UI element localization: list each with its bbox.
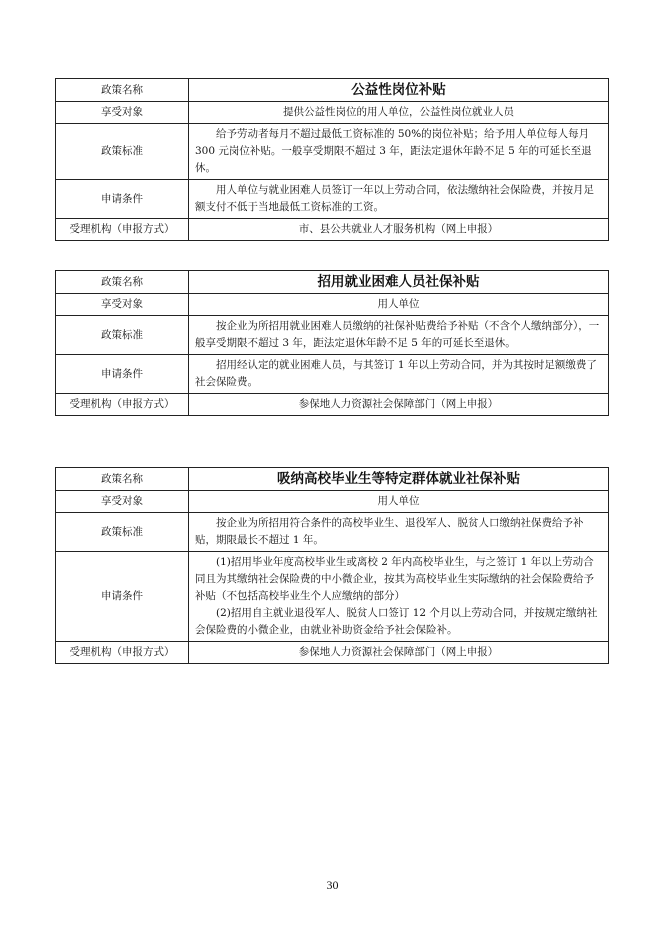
standard-paragraph: 按企业为所招用就业困难人员缴纳的社保补贴费给予补贴（不含个人缴纳部分），一般享受期限不超过 3 年，距法定退休年龄不足 5 年的可延长至退休。	[195, 320, 600, 349]
page-number: 30	[326, 878, 339, 892]
standard-value	[189, 513, 609, 552]
beneficiary-label: 享受对象	[56, 102, 189, 124]
conditions-paragraph: 招用经认定的就业困难人员，与其签订 1 年以上劳动合同，并为其按时足额缴费了社会保险费。	[195, 359, 597, 388]
beneficiary-label: 享受对象	[56, 491, 189, 513]
standard-label: 政策标准	[56, 513, 189, 552]
row-conditions	[56, 180, 609, 219]
policy-name: 招用就业困难人员社保补贴	[189, 271, 609, 294]
standard-value	[189, 124, 609, 180]
conditions-paragraph: (2)招用自主就业退役军人、脱贫人口签订 12 个月以上劳动合同，并按规定缴纳社会保险费的小微企业，由就业补助资金给予社会保险补。	[195, 607, 598, 636]
policy-table-graduates-special-groups-social-insurance-subsidy	[55, 467, 609, 664]
agency-value: 参保地人力资源社会保障部门（网上申报）	[189, 642, 609, 664]
conditions-label: 申请条件	[56, 180, 189, 219]
conditions-paragraph: 用人单位与就业困难人员签订一年以上劳动合同，依法缴纳社会保险费，并按月足额支付不低于当地最低工资标准的工资。	[195, 184, 594, 213]
row-standard	[56, 124, 609, 180]
row-agency	[56, 394, 609, 416]
row-policy-name	[56, 468, 609, 491]
policy-name: 公益性岗位补贴	[189, 79, 609, 102]
standard-paragraph: 按企业为所招用符合条件的高校毕业生、退役军人、脱贫人口缴纳社保费给予补贴，期限最长不超过 1 年。	[195, 517, 584, 546]
conditions-value	[189, 180, 609, 219]
policy-name-label: 政策名称	[56, 468, 189, 491]
row-beneficiary	[56, 491, 609, 513]
policy-table-public-welfare-post-subsidy	[55, 78, 609, 241]
agency-label: 受理机构（申报方式）	[56, 219, 189, 241]
policy-name: 吸纳高校毕业生等特定群体就业社保补贴	[189, 468, 609, 491]
beneficiary-value: 用人单位	[189, 294, 609, 316]
row-agency	[56, 219, 609, 241]
conditions-value	[189, 552, 609, 642]
agency-value: 市、县公共就业人才服务机构（网上申报）	[189, 219, 609, 241]
policy-table-hard-to-employ-social-insurance-subsidy	[55, 270, 609, 416]
agency-label: 受理机构（申报方式）	[56, 394, 189, 416]
conditions-value	[189, 355, 609, 394]
policy-name-label: 政策名称	[56, 79, 189, 102]
policy-name-label: 政策名称	[56, 271, 189, 294]
beneficiary-value: 提供公益性岗位的用人单位，公益性岗位就业人员	[189, 102, 609, 124]
conditions-label: 申请条件	[56, 355, 189, 394]
row-conditions	[56, 552, 609, 642]
agency-label: 受理机构（申报方式）	[56, 642, 189, 664]
standard-paragraph: 给予劳动者每月不超过最低工资标准的 50%的岗位补贴；给予用人单位每人每月 300 元岗位补贴。一般享受期限不超过 3 年，距法定退休年龄不足 5 年的可延长至退休。	[195, 128, 592, 174]
conditions-paragraph: (1)招用毕业年度高校毕业生或离校 2 年内高校毕业生，与之签订 1 年以上劳动合同且为其缴纳社会保险费的中小微企业，按其为高校毕业生实际缴纳的社会保险费给予补贴（不包括高校毕业生个人应缴纳的部分）	[195, 556, 594, 602]
standard-value	[189, 316, 609, 355]
standard-label: 政策标准	[56, 316, 189, 355]
row-beneficiary	[56, 294, 609, 316]
row-standard	[56, 513, 609, 552]
standard-label: 政策标准	[56, 124, 189, 180]
row-policy-name	[56, 79, 609, 102]
row-beneficiary	[56, 102, 609, 124]
beneficiary-label: 享受对象	[56, 294, 189, 316]
row-standard	[56, 316, 609, 355]
agency-value: 参保地人力资源社会保障部门（网上申报）	[189, 394, 609, 416]
row-conditions	[56, 355, 609, 394]
row-policy-name	[56, 271, 609, 294]
beneficiary-value: 用人单位	[189, 491, 609, 513]
conditions-label: 申请条件	[56, 552, 189, 642]
row-agency	[56, 642, 609, 664]
